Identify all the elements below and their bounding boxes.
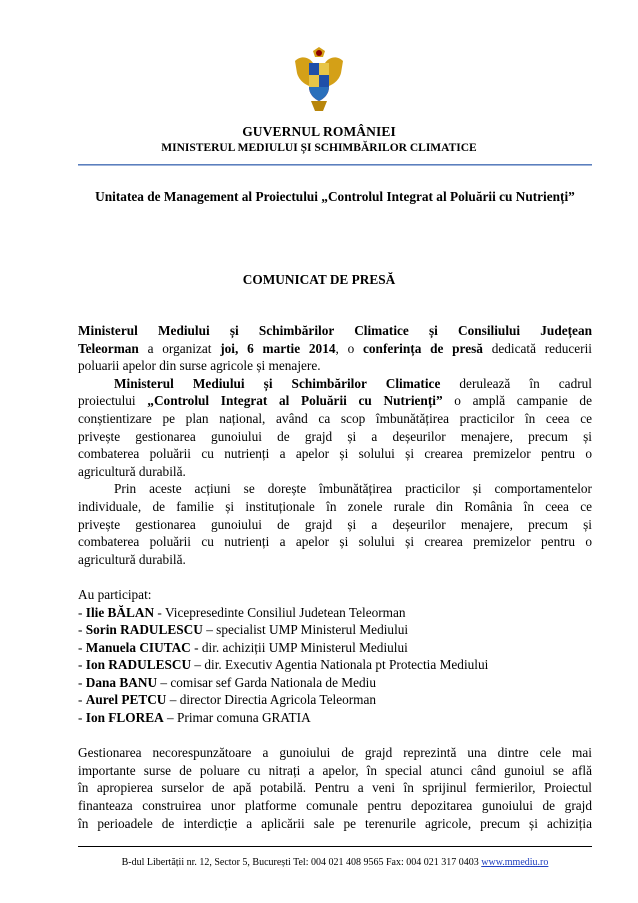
document-body <box>78 322 592 832</box>
footer-address: B-dul Libertății nr. 12, Sector 5, București Tel: 004 021 408 9565 Fax: 004 021 317 0403 <box>121 857 482 868</box>
header-divider <box>78 164 592 166</box>
paragraph-line: în perioadele de interdicție a aplicării sale pe terenurile agricole, precum și achiziția <box>78 815 592 831</box>
romanian-coat-of-arms-icon <box>291 43 347 113</box>
government-title: GUVERNUL ROMÂNIEI <box>242 124 396 139</box>
paragraph-line: privește gestionarea gunoiului de grajd și a deșeurilor menajere, precum și <box>78 516 592 532</box>
participant-item: - Dana BANU – comisar sef Garda Nationala de Mediu <box>78 674 377 690</box>
paragraph-line: conștientizare pe plan național, având ca scop îmbunătățirea practicilor în ceea ce <box>78 410 592 426</box>
paragraph-line: Teleorman a organizat joi, 6 martie 2014, o conferința de presă dedicată reducerii <box>78 340 592 356</box>
footer <box>78 857 592 868</box>
participant-item: - Sorin RADULESCU – specialist UMP Ministerul Mediului <box>78 622 409 638</box>
ministry-title: MINISTERUL MEDIULUI ȘI SCHIMBĂRILOR CLIMATICE <box>161 142 477 154</box>
paragraph-line: importante surse de poluare cu nitrați a apelor, în special atunci când gunoiul se află <box>78 762 592 778</box>
paragraph-line: combaterea poluării cu nutrienți a apelor și solului și crearea premizelor pentru o <box>78 534 592 550</box>
paragraph-line: Prin aceste acțiuni se dorește îmbunătățirea practicilor și comportamentelor <box>114 481 592 497</box>
website-link[interactable]: www.mmediu.ro <box>481 857 549 868</box>
paragraph-line: Gestionarea necorespunzătoare a gunoiului de grajd reprezintă una dintre cele mai <box>78 745 592 761</box>
paragraph-line: combaterea poluării cu nutrienți a apelor și solului și crearea premizelor pentru o <box>78 446 592 462</box>
paragraph-line: agricultură durabilă. <box>78 463 186 479</box>
participant-item: - Manuela CIUTAC - dir. achiziții UMP Ministerul Mediului <box>78 639 408 655</box>
paragraph-line: poluarii apelor din surse agricole și menajere. <box>78 358 321 374</box>
footer-divider <box>78 846 592 847</box>
participant-item: - Ion FLOREA – Primar comuna GRATIA <box>78 710 311 726</box>
paragraph-line: finanteaza construirea unor platforme comunale pentru depozitarea gunoiului de grajd <box>78 798 592 814</box>
unit-title: Unitatea de Management al Proiectului „Controlul Integrat al Poluării cu Nutrienți” <box>95 189 575 204</box>
press-release-title: COMUNICAT DE PRESĂ <box>242 272 396 287</box>
participant-item: - Ion RADULESCU – dir. Executiv Agentia Nationala pt Protectia Mediului <box>78 657 489 673</box>
paragraph-line: agricultură durabilă. <box>78 551 186 567</box>
paragraph-line: Ministerul Mediului și Schimbărilor Climatice și Consiliului Județean <box>78 323 592 338</box>
paragraph-line: proiectului „Controlul Integrat al Poluării cu Nutrienți” o amplă campanie de <box>78 393 592 409</box>
participants-heading: Au participat: <box>78 586 152 602</box>
paragraph-line: în apropierea surselor de apă potabilă. Pentru a veni în sprijinul fermierilor, Proiectul <box>78 780 592 796</box>
paragraph-line: privește gestionarea gunoiului de grajd și a deșeurilor menajere, precum și <box>78 428 592 444</box>
participant-item: - Ilie BĂLAN - Vicepresedinte Consiliul Judetean Teleorman <box>78 604 406 620</box>
participant-item: - Aurel PETCU – director Directia Agricola Teleorman <box>78 692 377 708</box>
paragraph-line: individuale, de familie și instituționale în zonele rurale din România în ceea ce <box>78 498 592 514</box>
paragraph-line: Ministerul Mediului și Schimbărilor Climatice derulează în cadrul <box>114 375 592 391</box>
